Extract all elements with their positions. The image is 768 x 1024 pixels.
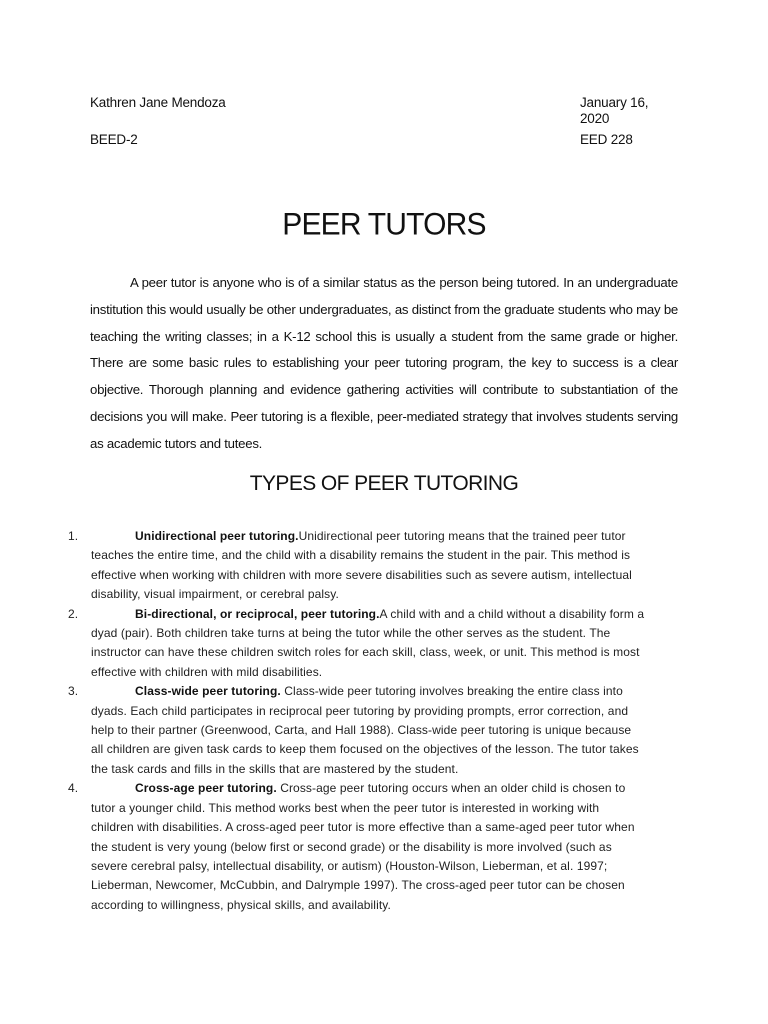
section-code: BEED-2 (90, 132, 138, 147)
page-title: PEER TUTORS (282, 207, 486, 242)
document-date: January 16, 2020 (580, 95, 649, 126)
list-item-term: Bi-directional, or reciprocal, peer tutoring. (135, 606, 380, 621)
list-item-number: 3. (68, 684, 79, 699)
list-item (0, 779, 645, 915)
list-item-text: Class-wide peer tutoring involves breaking the entire class into dyads. Each child participates in reciprocal peer tutoring by providing prompts, error correction, and help to their partner (Greenwood, Carta, and Hall 1988). Class-wide peer tutoring is unique because all children are given task cards to keep them focused on the objectives of the lesson. The tutor takes the task cards and fills in the skills that are mastered by the student. (91, 684, 639, 776)
author-name: Kathren Jane Mendoza (90, 95, 226, 110)
list-item (0, 527, 645, 605)
list-item-number: 4. (68, 781, 79, 796)
list-item-number: 1. (68, 529, 79, 543)
list-item-text: A child with and a child without a disability form a dyad (pair). Both children take turns at being the tutor while the other serves as the student. The instructor can have these children switch roles for each skill, class, week, or unit. This method is most effective with children with mild disabilities. (91, 606, 645, 679)
list-item-term: Class-wide peer tutoring. (135, 684, 281, 699)
list-item-term: Cross-age peer tutoring. (135, 781, 277, 796)
list-item (0, 605, 645, 683)
intro-paragraph: A peer tutor is anyone who is of a similar status as the person being tutored. In an undergraduate institution this would usually be other undergraduates, as distinct from the graduate students who may be teaching the writing classes; in a K-12 school this is usually a student from the same grade or higher. There are some basic rules to establishing your peer tutoring program, the key to success is a clear objective. Thorough planning and evidence gathering activities will contribute to substantiation of the decisions you will make. Peer tutoring is a flexible, peer-mediated strategy that involves students serving as academic tutors and tutees. (90, 275, 678, 451)
list-item-term: Unidirectional peer tutoring. (135, 529, 299, 543)
list-item-number: 2. (68, 606, 79, 621)
list-item (0, 682, 645, 779)
types-list (0, 527, 768, 915)
section-heading: TYPES OF PEER TUTORING (249, 472, 519, 495)
course-code: EED 228 (580, 132, 633, 147)
list-item-text: Cross-age peer tutoring occurs when an older child is chosen to tutor a younger child. This method works best when the peer tutor is interested in working with children with disabilities. A cross-aged peer tutor is more effective than a same-aged peer tutor when the student is very young (below first or second grade) or the disability is more involved (such as severe cerebral palsy, intellectual disability, or autism) (Houston-Wilson, Lieberman, et al. 1997; Lieberman, Newcomer, McCubbin, and Dalrymple 1997). The cross-aged peer tutor can be chosen according to willingness, physical skills, and availability. (91, 781, 635, 912)
list-item-text: Unidirectional peer tutoring means that the trained peer tutor teaches the entire time, and the child with a disability remains the student in the pair. This method is effective when working with children with more severe disabilities such as severe autism, intellectual disability, visual impairment, or cerebral palsy. (91, 529, 632, 602)
